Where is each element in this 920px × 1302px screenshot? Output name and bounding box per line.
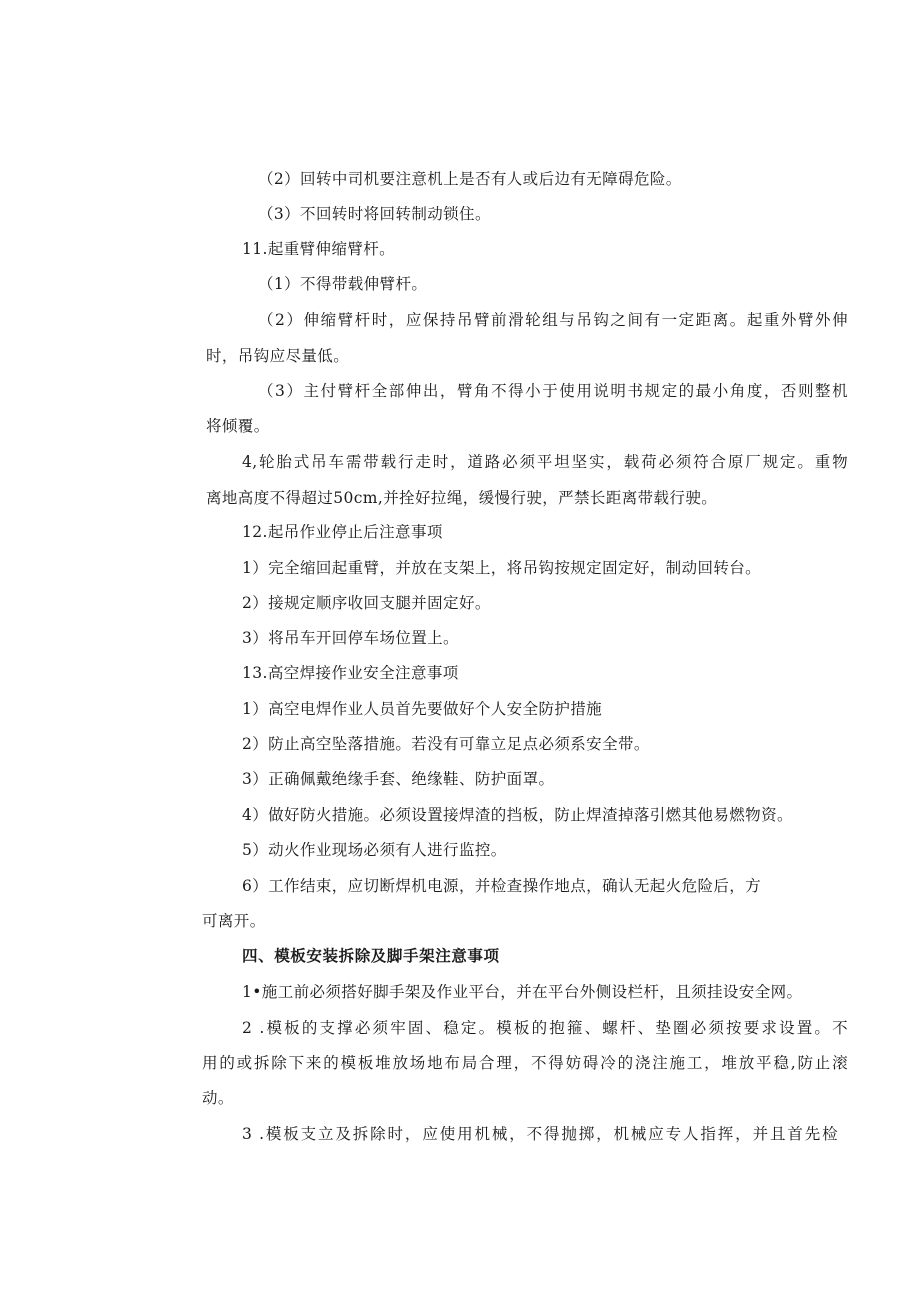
section-heading: 12.起吊作业停止后注意事项 [242, 523, 443, 541]
text-line: 4,轮胎式吊车需带载行走时，道路必须平坦坚实，载荷必须符合原厂规定。重物 [242, 453, 848, 471]
text-line: 可离开。 [202, 912, 266, 930]
text-line: （1）不得带载伸臂杆。 [258, 275, 428, 293]
text-line: 用的或拆除下来的模板堆放场地布局合理，不得妨碍冷的浇注施工，堆放平稳,防止滚 [202, 1054, 848, 1072]
text-line: 2）接规定顺序收回支腿并固定好。 [242, 594, 491, 612]
text-line: 3）将吊车开回停车场位置上。 [242, 629, 459, 647]
text-line: 时，吊钩应尽量低。 [206, 347, 350, 365]
text-line: 4）做好防火措施。必须设置接焊渣的挡板，防止焊渣掉落引燃其他易燃物资。 [242, 806, 793, 824]
text-line: 1•施工前必须搭好脚手架及作业平台，并在平台外侧设栏杆，且须挂设安全网。 [242, 983, 803, 1001]
text-line: 3）正确佩戴绝缘手套、绝缘鞋、防护面罩。 [242, 770, 555, 788]
text-line: 1）完全缩回起重臂，并放在支架上，将吊钩按规定固定好，制动回转台。 [242, 559, 762, 577]
text-line: 2 .模板的支撑必须牢固、稳定。模板的抱箍、螺杆、垫圈必须按要求设置。不 [242, 1019, 848, 1037]
text-line: （2）回转中司机要注意机上是否有人或后边有无障碍危险。 [258, 170, 682, 188]
text-line: 离地高度不得超过50cm,并拴好拉绳，缓慢行驶，严禁长距离带载行驶。 [206, 489, 718, 507]
text-line: （3）不回转时将回转制动锁住。 [258, 205, 491, 223]
text-line: （3）主付臂杆全部伸出，臂角不得小于使用说明书规定的最小角度，否则整机 [258, 382, 848, 400]
text-line: 3 .模板支立及拆除时，应使用机械，不得抛掷，机械应专人指挥，并且首先检 [242, 1125, 838, 1143]
section-heading: 13.高空焊接作业安全注意事项 [242, 664, 459, 682]
section-heading: 11.起重臂伸缩臂杆。 [242, 240, 396, 258]
text-line: 2）防止高空坠落措施。若没有可靠立足点必须系安全带。 [242, 735, 650, 753]
text-line: 动。 [202, 1089, 234, 1107]
text-line: 1）高空电焊作业人员首先要做好个人安全防护措施 [242, 700, 603, 718]
chapter-heading: 四、模板安装拆除及脚手架注意事项 [242, 947, 500, 965]
text-line: 6）工作结束，应切断焊机电源，并检查操作地点，确认无起火危险后，方 [242, 877, 762, 895]
text-line: 将倾覆。 [206, 417, 270, 435]
text-line: （2）伸缩臂杆时，应保持吊臂前滑轮组与吊钩之间有一定距离。起重外臂外伸 [258, 311, 848, 329]
text-line: 5）动火作业现场必须有人进行监控。 [242, 841, 507, 859]
